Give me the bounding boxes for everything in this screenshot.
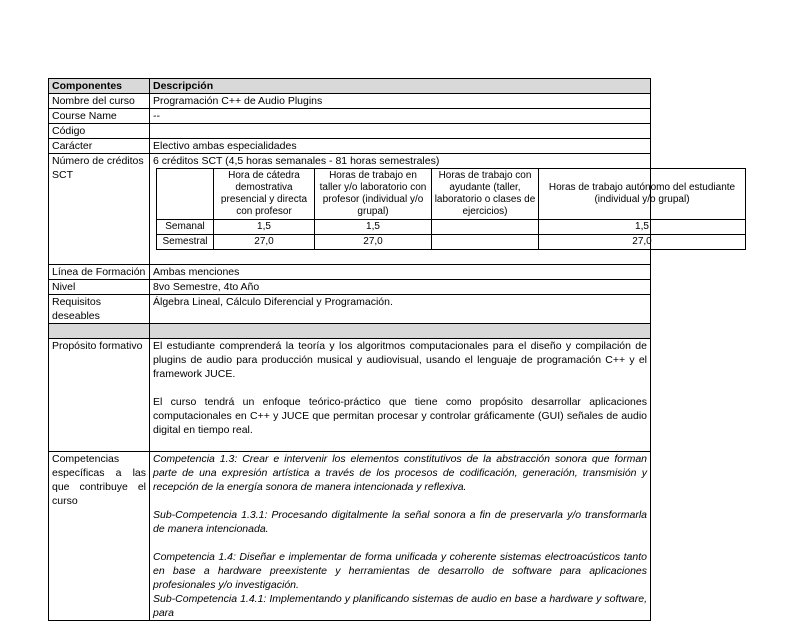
row-nivel [49,280,651,295]
separator-cell [49,324,150,339]
spacer [153,494,647,508]
row-caracter [49,139,651,154]
value-caracter: Electivo ambas especialidades [150,139,651,154]
label-nivel: Nivel [49,280,150,295]
spacer [153,536,647,550]
label-caracter: Carácter [49,139,150,154]
hours-cell [432,235,539,250]
row-creditos [49,154,651,265]
row-competencias [49,452,651,621]
hours-cell: 1,5 [315,220,432,235]
label-proposito: Propósito formativo [49,339,150,452]
subcompetencia-1-4-1: Sub-Competencia 1.4.1: Implementando y planificando sistemas de audio en base a hardware y software, para [153,593,647,619]
row-separator [49,324,651,339]
label-creditos: Número de créditos SCT [49,154,150,265]
proposito-paragraph-2: El curso tendrá un enfoque teórico-práctico que tiene como propósito desarrollar aplicaciones computacionales en C++ y JUCE que permitan procesar y controlar gráficamente (GUI) señales de audio digital en tiempo real. [153,396,647,436]
hours-header-2: Horas de trabajo con ayudante (taller, laboratorio o clases de ejercicios) [432,169,539,220]
header-componentes: Componentes [49,79,150,94]
competencia-1-4: Competencia 1.4: Diseñar e implementar de forma unificada y coherente sistemas electroacústicos tanto en base a hardware preexistente y herramientas de desarrollo de software para aplicaciones profesionales y/o investigación. [153,551,647,591]
hours-cell: 1,5 [539,220,746,235]
hours-cell: 1,5 [214,220,315,235]
spacer [150,250,650,264]
value-creditos-cell [150,154,736,265]
label-linea: Línea de Formación [49,265,150,280]
header-descripcion: Descripción [150,79,651,94]
value-codigo [150,124,651,139]
label-codigo: Código [49,124,150,139]
value-requisitos: Álgebra Lineal, Cálculo Diferencial y Programación. [150,295,651,324]
value-competencias [150,452,651,621]
hours-cell: 27,0 [315,235,432,250]
row-course-name [49,109,651,124]
hours-header-3: Horas de trabajo autónomo del estudiante (individual y/o grupal) [539,169,746,220]
hours-row-semanal [157,220,746,235]
hours-cell: 27,0 [539,235,746,250]
row-linea [49,265,651,280]
value-creditos: 6 créditos SCT (4,5 horas semanales - 81 horas semestrales) [153,155,440,167]
value-proposito [150,339,651,452]
hours-row-label: Semanal [157,220,214,235]
hours-header-1: Horas de trabajo en taller y/o laboratorio con profesor (individual y/o grupal) [315,169,432,220]
hours-row-label: Semestral [157,235,214,250]
competencia-1-3: Competencia 1.3: Crear e intervenir los elementos constitutivos de la abstracción sonora que forman parte de una expresión artística a través de los procesos de codificación, generación, transmisión y recepción de la energía sonora de manera intencionada y reflexiva. [153,453,647,493]
hours-cell [432,220,539,235]
label-requisitos: Requisitos deseables [49,295,150,324]
hours-row-semestral [157,235,746,250]
label-course-name: Course Name [49,109,150,124]
proposito-paragraph-1: El estudiante comprenderá la teoría y los algoritmos computacionales para el diseño y compilación de plugins de audio para producción musical y audiovisual, usando el lenguaje de programación C++ y el framework JUCE. [153,340,647,380]
label-nombre: Nombre del curso [49,94,150,109]
value-course-name: -- [150,109,651,124]
hours-header-0: Hora de cátedra demostrativa presencial y directa con profesor [214,169,315,220]
hours-corner [157,169,214,220]
hours-cell: 27,0 [214,235,315,250]
spacer [153,381,647,395]
hours-table [156,168,746,250]
spacer [153,437,647,451]
row-codigo [49,124,651,139]
label-competencias: Competencias específicas a las que contribuye el curso [49,452,150,621]
row-proposito [49,339,651,452]
row-requisitos [49,295,651,324]
course-table [48,78,736,621]
subcompetencia-1-3-1: Sub-Competencia 1.3.1: Procesando digitalmente la señal sonora a fin de preservarla y/o transformarla de manera intencionada. [153,509,647,535]
separator-cell [150,324,651,339]
table-header-row [49,79,651,94]
hours-header-row [157,169,746,220]
value-linea: Ambas menciones [150,265,651,280]
value-nombre: Programación C++ de Audio Plugins [150,94,651,109]
value-nivel: 8vo Semestre, 4to Año [150,280,651,295]
row-nombre [49,94,651,109]
